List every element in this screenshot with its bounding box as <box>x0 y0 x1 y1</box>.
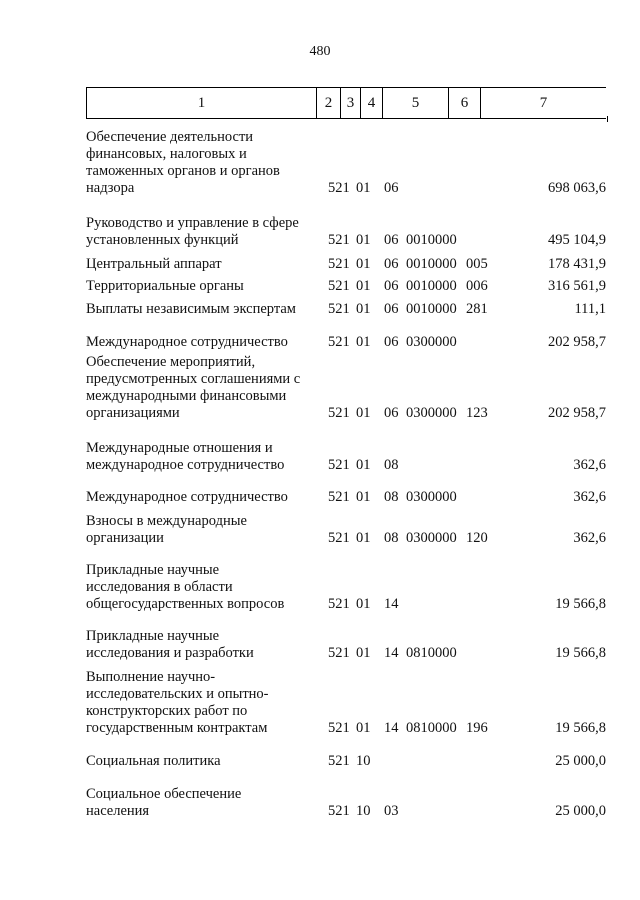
row-code-2: 521 <box>328 457 350 473</box>
row-name: Международное сотрудничество <box>86 489 288 505</box>
table-row <box>0 215 640 249</box>
row-name: Руководство и управление в сфере установленных функций <box>86 215 299 248</box>
table-row <box>0 354 640 422</box>
row-amount: 698 063,6 <box>548 180 606 196</box>
row-name: Социальная политика <box>86 753 221 769</box>
row-code-4: 14 <box>384 645 399 661</box>
row-code-2: 521 <box>328 334 350 350</box>
row-code-3: 01 <box>356 278 371 294</box>
header-col-7: 7 <box>480 88 606 118</box>
row-code-3: 01 <box>356 334 371 350</box>
row-code-5: 0010000 <box>406 278 457 294</box>
row-code-2: 521 <box>328 405 350 421</box>
table-row <box>0 562 640 613</box>
row-name: Центральный аппарат <box>86 256 222 272</box>
row-name: Международные отношения и международное сотрудничество <box>86 440 285 473</box>
header-col-2: 2 <box>316 88 340 118</box>
row-code-5: 0010000 <box>406 232 457 248</box>
table-row <box>0 129 640 197</box>
row-code-5: 0300000 <box>406 334 457 350</box>
header-col-1: 1 <box>86 88 316 118</box>
row-name: Взносы в международные организации <box>86 513 247 546</box>
row-code-5: 0010000 <box>406 301 457 317</box>
row-code-4: 06 <box>384 180 399 196</box>
row-code-2: 521 <box>328 645 350 661</box>
row-code-5: 0810000 <box>406 720 457 736</box>
row-code-5: 0300000 <box>406 489 457 505</box>
row-amount: 362,6 <box>573 457 606 473</box>
row-code-4: 06 <box>384 301 399 317</box>
row-amount: 19 566,8 <box>555 645 606 661</box>
row-code-2: 521 <box>328 278 350 294</box>
row-code-3: 01 <box>356 405 371 421</box>
table-header <box>86 87 606 119</box>
row-code-3: 01 <box>356 645 371 661</box>
row-code-3: 10 <box>356 753 371 769</box>
row-name: Обеспечение мероприятий, предусмотренных соглашениями с международными финансовыми организациями <box>86 354 301 421</box>
row-code-2: 521 <box>328 489 350 505</box>
row-code-6: 196 <box>466 720 488 736</box>
table-row <box>0 301 640 318</box>
page-number: 480 <box>309 44 331 59</box>
row-code-4: 03 <box>384 803 399 819</box>
row-name: Выполнение научно- исследовательских и опытно- конструкторских работ по государственным контрактам <box>86 669 269 736</box>
row-name: Обеспечение деятельности финансовых, налоговых и таможенных органов и органов надзора <box>86 129 280 196</box>
row-code-2: 521 <box>328 753 350 769</box>
row-code-3: 01 <box>356 530 371 546</box>
row-code-3: 10 <box>356 803 371 819</box>
row-amount: 495 104,9 <box>548 232 606 248</box>
row-code-4: 08 <box>384 530 399 546</box>
row-name: Территориальные органы <box>86 278 244 294</box>
table-row <box>0 628 640 662</box>
row-amount: 25 000,0 <box>555 753 606 769</box>
row-amount: 202 958,7 <box>548 405 606 421</box>
table-row <box>0 278 640 295</box>
row-amount: 362,6 <box>573 530 606 546</box>
table-row <box>0 334 640 351</box>
row-code-4: 08 <box>384 457 399 473</box>
row-code-3: 01 <box>356 489 371 505</box>
header-col-4: 4 <box>360 88 382 118</box>
row-code-5: 0300000 <box>406 530 457 546</box>
row-name: Прикладные научные исследования в области общегосударственных вопросов <box>86 562 285 612</box>
header-col-3: 3 <box>340 88 360 118</box>
row-code-3: 01 <box>356 301 371 317</box>
row-code-4: 06 <box>384 334 399 350</box>
row-amount: 111,1 <box>574 301 606 317</box>
row-code-3: 01 <box>356 720 371 736</box>
row-code-3: 01 <box>356 232 371 248</box>
row-name: Прикладные научные исследования и разработки <box>86 628 254 661</box>
table-row <box>0 669 640 737</box>
row-code-2: 521 <box>328 803 350 819</box>
row-code-2: 521 <box>328 256 350 272</box>
row-name: Социальное обеспечение населения <box>86 786 242 819</box>
row-amount: 362,6 <box>573 489 606 505</box>
table-row <box>0 753 640 770</box>
table-row <box>0 440 640 474</box>
row-amount: 25 000,0 <box>555 803 606 819</box>
header-col-5: 5 <box>382 88 448 118</box>
row-code-4: 14 <box>384 720 399 736</box>
row-code-3: 01 <box>356 457 371 473</box>
header-right-tick <box>607 116 608 122</box>
row-code-2: 521 <box>328 180 350 196</box>
row-code-3: 01 <box>356 180 371 196</box>
row-code-6: 006 <box>466 278 488 294</box>
row-amount: 202 958,7 <box>548 334 606 350</box>
row-amount: 19 566,8 <box>555 720 606 736</box>
row-code-6: 120 <box>466 530 488 546</box>
row-code-2: 521 <box>328 301 350 317</box>
row-code-4: 06 <box>384 256 399 272</box>
row-name: Выплаты независимым экспертам <box>86 301 296 317</box>
row-code-4: 06 <box>384 232 399 248</box>
header-col-6: 6 <box>448 88 480 118</box>
table-row <box>0 489 640 506</box>
row-code-2: 521 <box>328 720 350 736</box>
row-name: Международное сотрудничество <box>86 334 288 350</box>
row-code-4: 08 <box>384 489 399 505</box>
table-row <box>0 786 640 820</box>
row-code-4: 06 <box>384 405 399 421</box>
row-code-3: 01 <box>356 256 371 272</box>
table-row <box>0 256 640 273</box>
row-code-5: 0010000 <box>406 256 457 272</box>
row-code-4: 06 <box>384 278 399 294</box>
row-code-3: 01 <box>356 596 371 612</box>
row-code-5: 0300000 <box>406 405 457 421</box>
row-code-5: 0810000 <box>406 645 457 661</box>
row-amount: 316 561,9 <box>548 278 606 294</box>
row-amount: 19 566,8 <box>555 596 606 612</box>
row-code-6: 123 <box>466 405 488 421</box>
row-code-6: 281 <box>466 301 488 317</box>
row-amount: 178 431,9 <box>548 256 606 272</box>
row-code-2: 521 <box>328 530 350 546</box>
row-code-6: 005 <box>466 256 488 272</box>
table-row <box>0 513 640 547</box>
row-code-2: 521 <box>328 232 350 248</box>
row-code-2: 521 <box>328 596 350 612</box>
row-code-4: 14 <box>384 596 399 612</box>
